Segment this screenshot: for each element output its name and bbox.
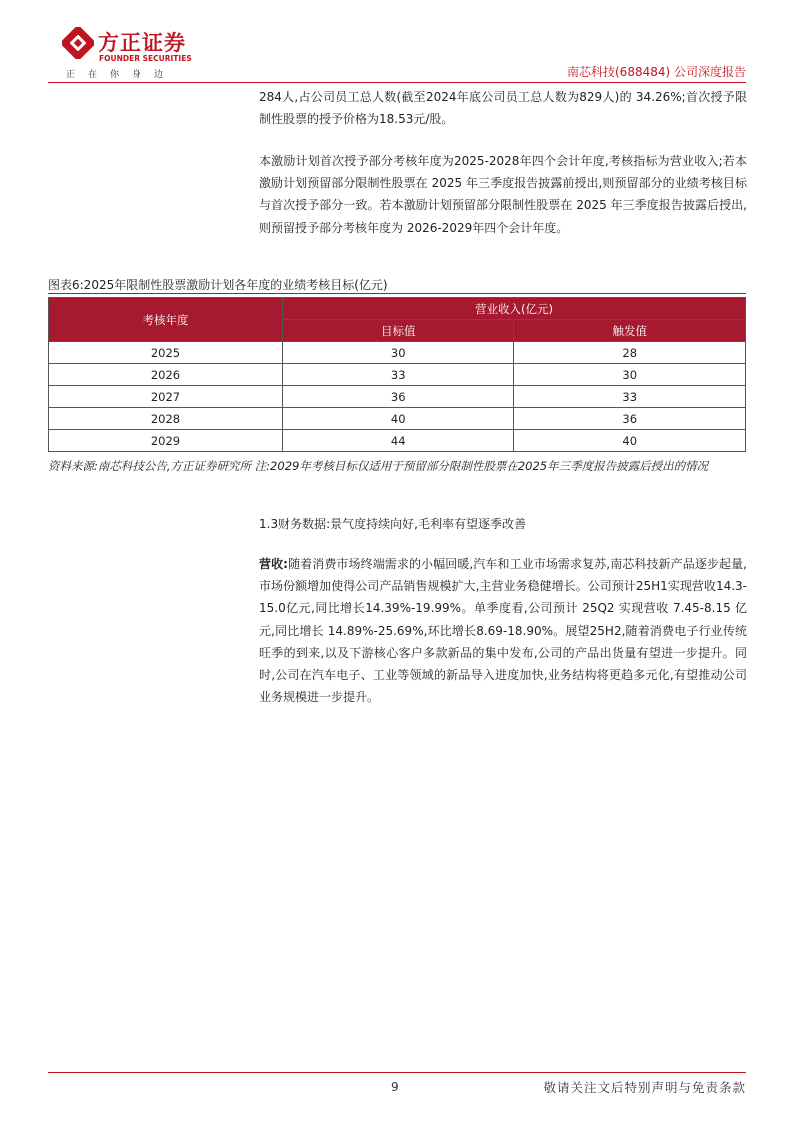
cell-trigger: 33 xyxy=(514,386,746,408)
table-row xyxy=(49,364,746,386)
cell-year: 2026 xyxy=(49,364,283,386)
logo-slogan: 正在你身边 xyxy=(66,70,177,80)
section-heading: 1.3财务数据:景气度持续向好,毛利率有望逐季改善 xyxy=(259,517,526,531)
page-number: 9 xyxy=(391,1080,399,1094)
logo-english-name: FOUNDER SECURITIES xyxy=(99,54,192,63)
cell-year: 2027 xyxy=(49,386,283,408)
figure-title: 图表6:2025年限制性股票激励计划各年度的业绩考核目标(亿元) xyxy=(48,278,388,292)
cell-year: 2029 xyxy=(49,430,283,452)
footer-divider xyxy=(48,1072,746,1073)
founder-securities-logo xyxy=(62,27,202,79)
cell-target: 40 xyxy=(283,408,514,430)
header-divider xyxy=(48,82,746,83)
paragraph-assessment-years: 本激励计划首次授予部分考核年度为2025-2028年四个会计年度,考核指标为营业收入;若本激励计划预留部分限制性股票在 2025 年三季度报告披露前授出,则预留部分的业绩考核目标与首次授予部分一致。若本激励计划预留部分限制性股票在 2025 年三季度报告披露后授出,则预留授予部分考核年度为 2026-2029年四个会计年度。 xyxy=(259,154,747,235)
figure-divider xyxy=(48,293,746,294)
cell-trigger: 28 xyxy=(514,342,746,364)
cell-target: 36 xyxy=(283,386,514,408)
table-row xyxy=(49,408,746,430)
cell-target: 44 xyxy=(283,430,514,452)
founder-logo-icon xyxy=(62,27,94,59)
cell-target: 30 xyxy=(283,342,514,364)
header-assessment-year: 考核年度 xyxy=(49,298,283,342)
revenue-text: 随着消费市场终端需求的小幅回暖,汽车和工业市场需求复苏,南芯科技新产品逐步起量,市场份额增加使得公司产品销售规模扩大,主营业务稳健增长。公司预计25H1实现营收14.3-15.0亿元,同比增长14.39%-19.99%。单季度看,公司预计 25Q2 实现营收 7.45-8.15 亿元,同比增长 14.89%-25.69%,环比增长8.69-18.90%。展望25H2,随着消费电子行业传统旺季的到来,以及下游核心客户多款新品的集中发布,公司的产品出货量有望进一步提升。同时,公司在汽车电子、工业等领域的新品导入进度加快,业务结构将更趋多元化,有望推动公司业务规模进一步提升。 xyxy=(259,557,747,705)
table-row xyxy=(49,342,746,364)
paragraph-grant-price: 284人,占公司员工总人数(截至2024年底公司员工总人数为829人)的 34.26%;首次授予限制性股票的授予价格为18.53元/股。 xyxy=(259,90,747,127)
performance-target-table xyxy=(48,297,746,452)
figure-source-note: 资料来源:南芯科技公告,方正证券研究所 注:2029年考核目标仅适用于预留部分限制性股票在2025年三季度报告披露后授出的情况 xyxy=(48,459,709,473)
cell-year: 2028 xyxy=(49,408,283,430)
logo-chinese-name: 方正证券 xyxy=(98,31,186,55)
cell-trigger: 36 xyxy=(514,408,746,430)
header-trigger-value: 触发值 xyxy=(514,320,746,342)
cell-year: 2025 xyxy=(49,342,283,364)
paragraph-revenue xyxy=(259,553,747,708)
cell-target: 33 xyxy=(283,364,514,386)
table-row xyxy=(49,430,746,452)
header-revenue-group: 营业收入(亿元) xyxy=(283,298,746,320)
table-row xyxy=(49,386,746,408)
header-target-value: 目标值 xyxy=(283,320,514,342)
disclaimer-notice: 敬请关注文后特别声明与免责条款 xyxy=(543,1080,746,1095)
report-title: 南芯科技(688484) 公司深度报告 xyxy=(567,65,746,79)
cell-trigger: 30 xyxy=(514,364,746,386)
revenue-lead: 营收: xyxy=(259,557,288,571)
cell-trigger: 40 xyxy=(514,430,746,452)
